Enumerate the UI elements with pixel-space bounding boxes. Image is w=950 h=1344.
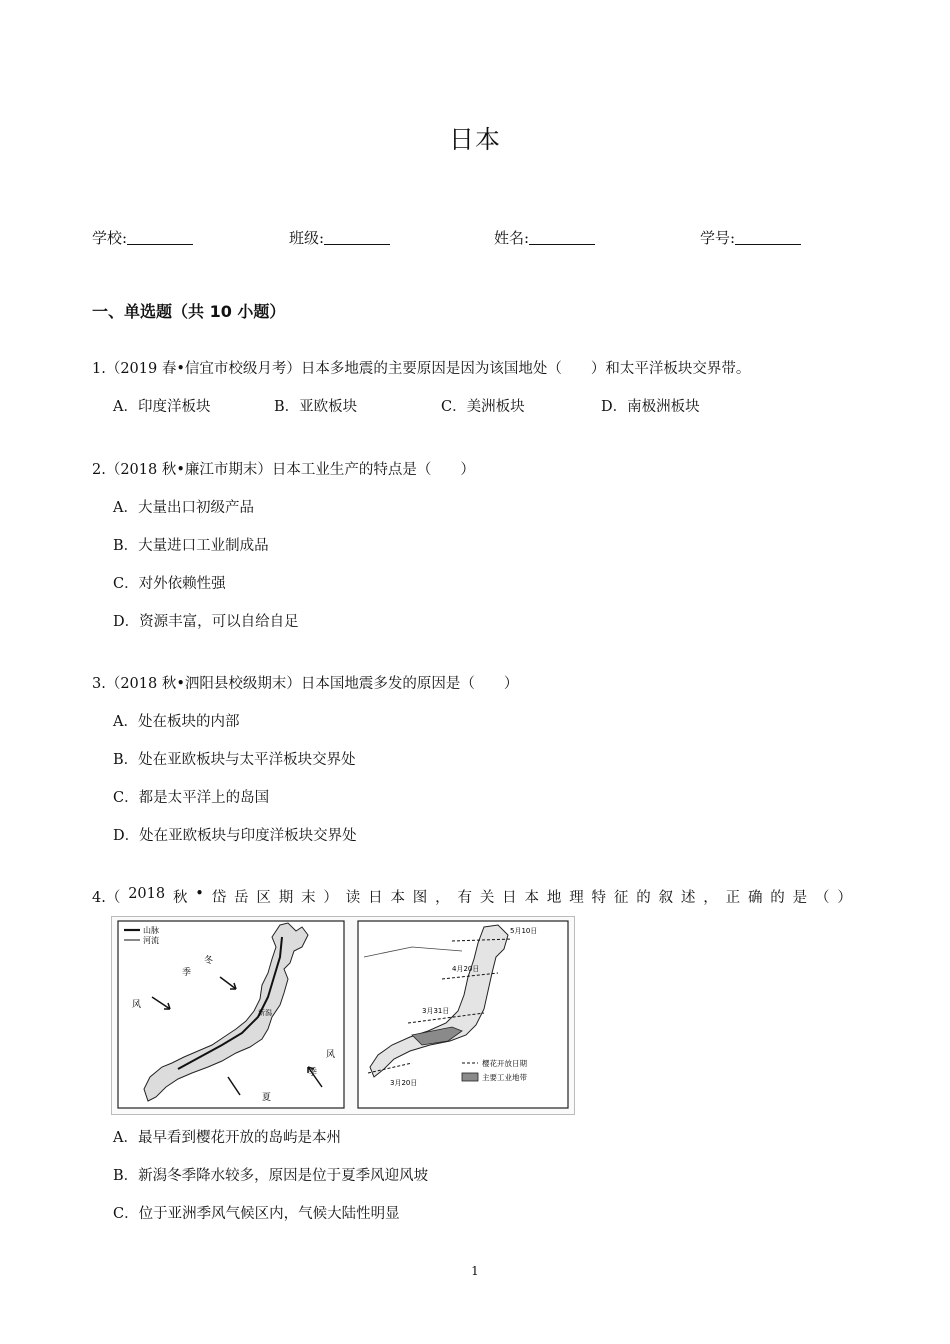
question-2-option-a: A．大量出口初级产品 xyxy=(113,500,254,516)
q4-part: 征 xyxy=(613,890,629,906)
question-4-option-a: A．最早看到樱花开放的岛屿是本州 xyxy=(113,1130,341,1146)
q4-part: 理 xyxy=(569,890,584,906)
japan-map-svg xyxy=(112,917,574,1114)
question-2-option-b: B．大量进口工业制成品 xyxy=(113,538,269,554)
bloom-date-label: 4月20日 xyxy=(452,965,480,973)
q4-part: 地 xyxy=(546,890,562,906)
legend-industrial-icon xyxy=(462,1073,478,1081)
student-info-row xyxy=(92,227,852,247)
question-3-stem: 3.（2018 秋•泗阳县校级期末）日本国地震多发的原因是（ ） xyxy=(92,676,519,692)
legend-industrial-label: 主要工业地带 xyxy=(482,1073,527,1082)
class-blank xyxy=(324,230,390,245)
question-1-option-c: C．美洲板块 xyxy=(441,399,525,415)
q4-part: 日 xyxy=(502,890,517,906)
id-label: 学号: xyxy=(700,229,736,247)
q4-part: • xyxy=(195,886,204,902)
question-1-stem: 1.（2019 春•信宜市校级月考）日本多地震的主要原因是因为该国地处（ ）和太平洋板块交界带。 xyxy=(92,361,751,377)
page-title: 日本 xyxy=(448,125,501,154)
q4-part: 末 xyxy=(301,890,316,906)
question-3-option-c: C．都是太平洋上的岛国 xyxy=(113,790,270,806)
q4-part: 秋 xyxy=(172,890,188,906)
q4-part: 的 xyxy=(636,890,651,906)
bloom-date-label: 3月20日 xyxy=(390,1079,418,1087)
label-niigata: 新潟 xyxy=(258,1009,272,1017)
page-number: 1 xyxy=(471,1264,479,1278)
id-field xyxy=(700,227,801,248)
q4-part: 期 xyxy=(278,890,294,906)
q4-part: 本 xyxy=(524,890,539,906)
label-winter-3: 风 xyxy=(132,1000,142,1010)
q4-part: ， xyxy=(435,890,450,906)
q4-part: 特 xyxy=(591,890,607,906)
q4-part: ， xyxy=(703,890,718,906)
school-blank xyxy=(127,230,193,245)
question-3-option-b: B．处在亚欧板块与太平洋板块交界处 xyxy=(113,752,356,768)
q4-part: 读 xyxy=(345,890,361,906)
question-4-stem xyxy=(92,886,852,907)
label-summer-1: 夏 xyxy=(262,1093,272,1103)
question-4-option-c: C．位于亚洲季风气候区内，气候大陆性明显 xyxy=(113,1206,400,1222)
question-3-option-d: D．处在亚欧板块与印度洋板块交界处 xyxy=(113,828,357,844)
legend-mountain-label: 山脉 xyxy=(143,926,159,935)
q4-part: 正 xyxy=(725,890,741,906)
q4-part: ） xyxy=(323,890,338,906)
q4-part: 岱 xyxy=(211,890,227,906)
q4-part: 区 xyxy=(256,890,271,906)
label-summer-3: 风 xyxy=(326,1050,336,1060)
question-4-option-b: B．新潟冬季降水较多，原因是位于夏季风迎风坡 xyxy=(113,1168,429,1184)
class-label: 班级: xyxy=(289,229,325,247)
section-title: 一、单选题（共 10 小题） xyxy=(92,302,286,321)
question-3-option-a: A．处在板块的内部 xyxy=(113,714,240,730)
name-blank xyxy=(529,230,595,245)
q4-part: （ xyxy=(814,890,830,906)
question-2-stem: 2.（2018 秋•廉江市期末）日本工业生产的特点是（ ） xyxy=(92,462,475,478)
q4-part: 图 xyxy=(412,890,428,906)
q4-part: 的 xyxy=(770,890,785,906)
school-label: 学校: xyxy=(92,229,128,247)
q4-part: 2018 xyxy=(128,886,166,902)
q4-part: 确 xyxy=(747,890,763,906)
question-2-option-d: D．资源丰富，可以自给自足 xyxy=(113,614,299,630)
q4-part: 本 xyxy=(390,890,405,906)
q4-part: ） xyxy=(837,890,852,906)
name-label: 姓名: xyxy=(494,229,530,247)
q4-part: 日 xyxy=(368,890,383,906)
question-1-option-a: A．印度洋板块 xyxy=(113,399,211,415)
id-blank xyxy=(735,230,801,245)
label-winter-2: 季 xyxy=(182,968,192,978)
legend-river-label: 河流 xyxy=(143,936,159,945)
question-1-option-d: D．南极洲板块 xyxy=(601,399,700,415)
label-winter-1: 冬 xyxy=(204,956,214,966)
q4-part: 叙 xyxy=(658,890,674,906)
legend-bloom-label: 樱花开放日期 xyxy=(482,1059,527,1068)
q4-part: 是 xyxy=(792,890,808,906)
q4-part: 关 xyxy=(479,890,495,906)
question-1-option-b: B．亚欧板块 xyxy=(274,399,358,415)
q4-part: 4.（ xyxy=(92,890,121,906)
bloom-date-label: 5月10日 xyxy=(510,927,538,935)
question-2-option-c: C．对外依赖性强 xyxy=(113,576,226,592)
japan-map-figure xyxy=(111,916,575,1115)
name-field xyxy=(494,227,595,248)
q4-part: 述 xyxy=(680,890,696,906)
school-field xyxy=(92,227,193,248)
q4-part: 岳 xyxy=(234,890,249,906)
class-field xyxy=(289,227,390,248)
bloom-date-label: 3月31日 xyxy=(422,1007,450,1015)
q4-part: 有 xyxy=(457,890,472,906)
label-summer-2: 季 xyxy=(308,1068,318,1078)
